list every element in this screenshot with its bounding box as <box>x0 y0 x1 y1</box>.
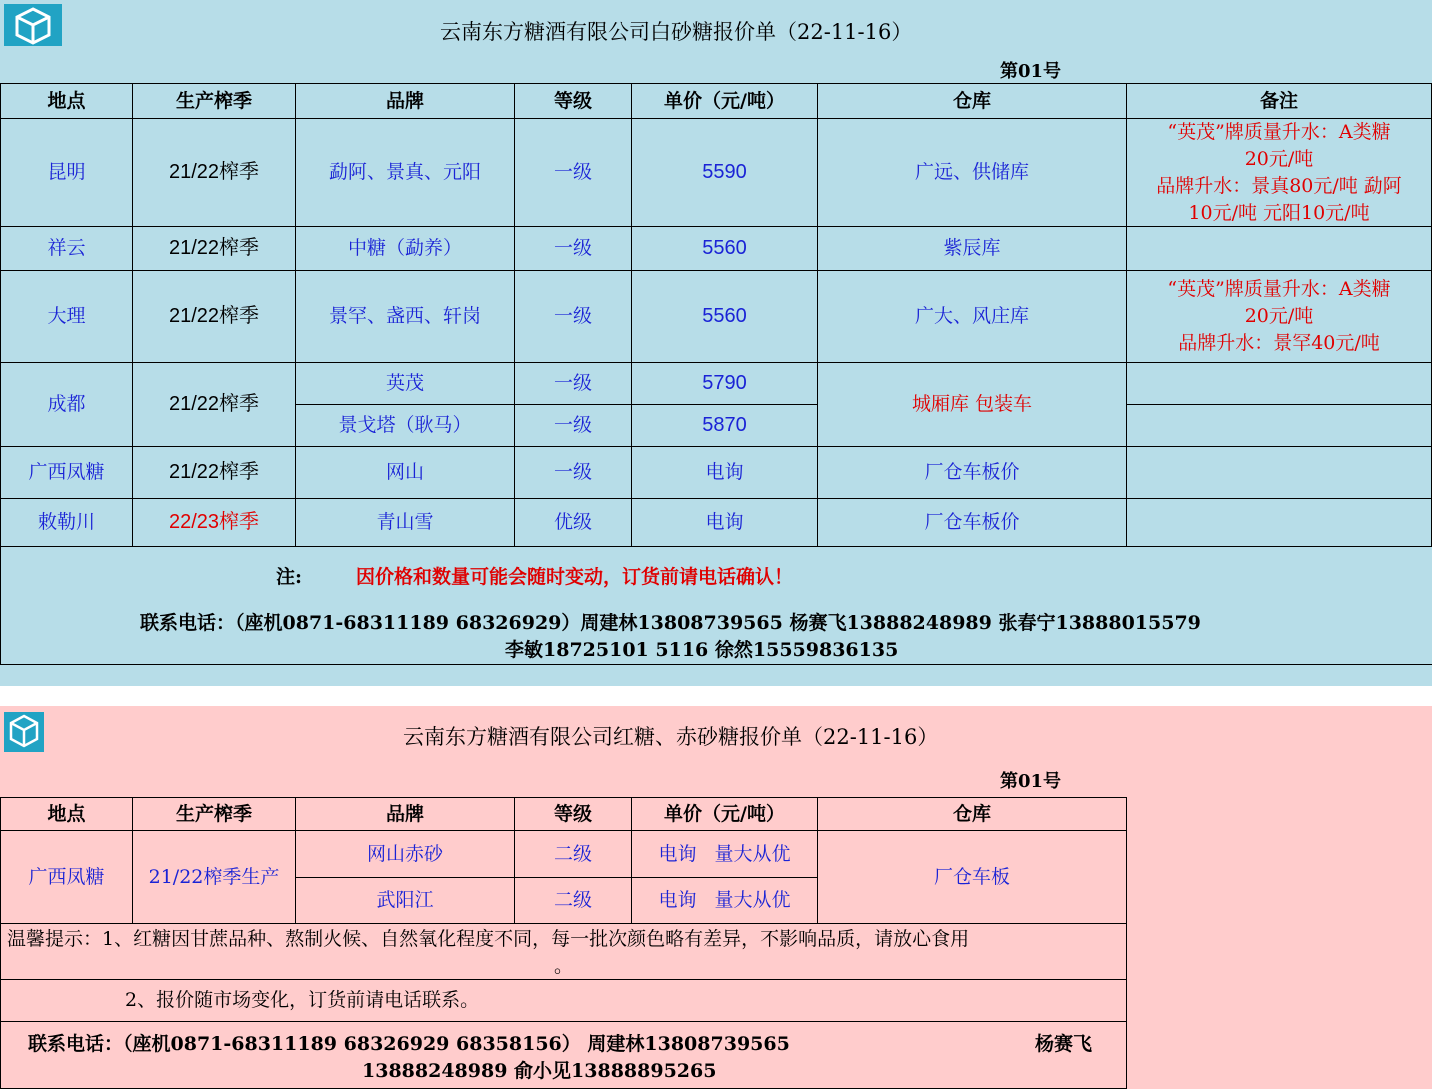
warm-tip-1-end: 。 <box>553 955 573 977</box>
remark-line: “英茂”牌质量升水：A类糖 <box>1167 278 1391 300</box>
header-warehouse: 仓库 <box>818 798 1127 831</box>
table-row-guangxi-season: 21/22榨季 <box>133 447 296 499</box>
table-row-xiangyun-season: 21/22榨季 <box>133 227 296 271</box>
table-row-kunming-grade: 一级 <box>515 119 632 227</box>
table-row-kunming-brand: 勐阿、景真、元阳 <box>296 119 515 227</box>
remark-line: 10元/吨 元阳10元/吨 <box>1188 201 1370 224</box>
table-row-brand-1: 网山赤砂 <box>296 831 515 878</box>
table-row-kunming-remark <box>1127 119 1432 227</box>
table-row-chilechuan-location: 敕勒川 <box>1 499 133 547</box>
header-brand: 品牌 <box>296 84 515 119</box>
table-row-chengdu-grade-1: 一级 <box>515 363 632 405</box>
warm-tip-1 <box>1 924 1127 980</box>
remark-line: 20元/吨 <box>1244 147 1314 170</box>
table-row-chengdu-price-2: 5870 <box>632 405 818 447</box>
table-row-grade-1: 二级 <box>515 831 632 878</box>
contact-name: 杨赛飞 <box>1035 1033 1093 1055</box>
table-row-chilechuan-brand: 青山雪 <box>296 499 515 547</box>
header-warehouse: 仓库 <box>818 84 1127 119</box>
header-grade: 等级 <box>515 84 632 119</box>
table-row-xiangyun-brand: 中糖（勐养） <box>296 227 515 271</box>
table-row-chengdu-location: 成都 <box>1 363 133 447</box>
table-row-season: 21/22榨季生产 <box>133 831 296 924</box>
remark-line: 品牌升水：景真80元/吨 勐阿 <box>1156 174 1402 197</box>
table-row-dali-remark <box>1127 271 1432 363</box>
warm-tip-2: 2、报价随市场变化，订货前请电话联系。 <box>1 980 1127 1022</box>
table-row-dali-season: 21/22榨季 <box>133 271 296 363</box>
table-row-dali-warehouse: 广大、风庄库 <box>818 271 1127 363</box>
header-location: 地点 <box>1 798 133 831</box>
table-row-price-2: 电询 量大从优 <box>632 878 818 924</box>
table-row-chilechuan-season: 22/23榨季 <box>133 499 296 547</box>
table-row-warehouse: 厂仓车板 <box>818 831 1127 924</box>
header-brand: 品牌 <box>296 798 515 831</box>
table-row-chengdu-price-1: 5790 <box>632 363 818 405</box>
header-season: 生产榨季 <box>133 84 296 119</box>
header-season: 生产榨季 <box>133 798 296 831</box>
table-row-chilechuan-warehouse: 厂仓车板价 <box>818 499 1127 547</box>
company-logo-icon <box>4 712 44 752</box>
table-row-chilechuan-price: 电询 <box>632 499 818 547</box>
table-row-guangxi-location: 广西凤糖 <box>1 447 133 499</box>
table-row-chilechuan-remark <box>1127 499 1432 547</box>
note-label: 注: <box>276 566 303 588</box>
table-row-price-1: 电询 量大从优 <box>632 831 818 878</box>
company-logo-icon <box>4 4 62 46</box>
table-row-guangxi-brand: 网山 <box>296 447 515 499</box>
table-row-dali-location: 大理 <box>1 271 133 363</box>
table-row-grade-2: 二级 <box>515 878 632 924</box>
table-row-chengdu-brand-1: 英茂 <box>296 363 515 405</box>
table-row-kunming-season: 21/22榨季 <box>133 119 296 227</box>
table-row-chengdu-remark-2 <box>1127 405 1432 447</box>
page-title: 云南东方糖酒有限公司白砂糖报价单（22-11-16） <box>440 20 913 44</box>
table-row-xiangyun-location: 祥云 <box>1 227 133 271</box>
table-row-guangxi-grade: 一级 <box>515 447 632 499</box>
contact-line-2: 李敏18725101 5116 徐然15559836135 <box>505 639 899 661</box>
table-row-chengdu-warehouse: 城厢库 包装车 <box>818 363 1127 447</box>
table-row-kunming-warehouse: 广远、供储库 <box>818 119 1127 227</box>
remark-line: 20元/吨 <box>1244 305 1314 327</box>
note-text: 因价格和数量可能会随时变动，订货前请电话确认！ <box>356 566 794 588</box>
table-row-chengdu-brand-2: 景戈塔（耿马） <box>296 405 515 447</box>
table-row-chengdu-remark-1 <box>1127 363 1432 405</box>
page-title: 云南东方糖酒有限公司红糖、赤砂糖报价单（22-11-16） <box>403 725 939 749</box>
table-row-xiangyun-grade: 一级 <box>515 227 632 271</box>
remark-line: 品牌升水：景罕40元/吨 <box>1178 332 1380 354</box>
header-location: 地点 <box>1 84 133 119</box>
header-remark: 备注 <box>1127 84 1432 119</box>
document-number: 第01号 <box>1000 771 1062 792</box>
table-row-guangxi-warehouse: 厂仓车板价 <box>818 447 1127 499</box>
contact-line-1: 联系电话：（座机0871-68311189 68326929）周建林13808739565 杨赛飞13888248989 张春宁13888015579 <box>140 612 1201 634</box>
table-row-chilechuan-grade: 优级 <box>515 499 632 547</box>
section-bottom-border <box>0 664 1432 665</box>
table-row-kunming-location: 昆明 <box>1 119 133 227</box>
table-row-location: 广西凤糖 <box>1 831 133 924</box>
table-row-xiangyun-warehouse: 紫辰库 <box>818 227 1127 271</box>
warm-tip-1-text: 温馨提示：1、红糖因甘蔗品种、熬制火候、自然氧化程度不同，每一批次颜色略有差异，不影响品质，请放心食用 <box>7 928 970 950</box>
table-row-kunming-price: 5590 <box>632 119 818 227</box>
document-number: 第01号 <box>1000 61 1062 82</box>
table-row-dali-brand: 景罕、盏西、轩岗 <box>296 271 515 363</box>
contact-line-1: 联系电话：（座机0871-68311189 68326929 68358156） 周建林13808739565 <box>28 1033 790 1055</box>
header-price: 单价（元/吨） <box>632 84 818 119</box>
table-row-brand-2: 武阳江 <box>296 878 515 924</box>
remark-line: “英茂”牌质量升水：A类糖 <box>1167 120 1391 143</box>
table-row-guangxi-remark <box>1127 447 1432 499</box>
contact-line-2: 13888248989 俞小见13888895265 <box>362 1060 717 1082</box>
table-row-guangxi-price: 电询 <box>632 447 818 499</box>
brown-sugar-section <box>0 706 1432 1089</box>
header-price: 单价（元/吨） <box>632 798 818 831</box>
table-row-dali-grade: 一级 <box>515 271 632 363</box>
table-row-chengdu-grade-2: 一级 <box>515 405 632 447</box>
table-row-dali-price: 5560 <box>632 271 818 363</box>
table-row-chengdu-season: 21/22榨季 <box>133 363 296 447</box>
table-row-xiangyun-remark <box>1127 227 1432 271</box>
header-grade: 等级 <box>515 798 632 831</box>
table-row-xiangyun-price: 5560 <box>632 227 818 271</box>
